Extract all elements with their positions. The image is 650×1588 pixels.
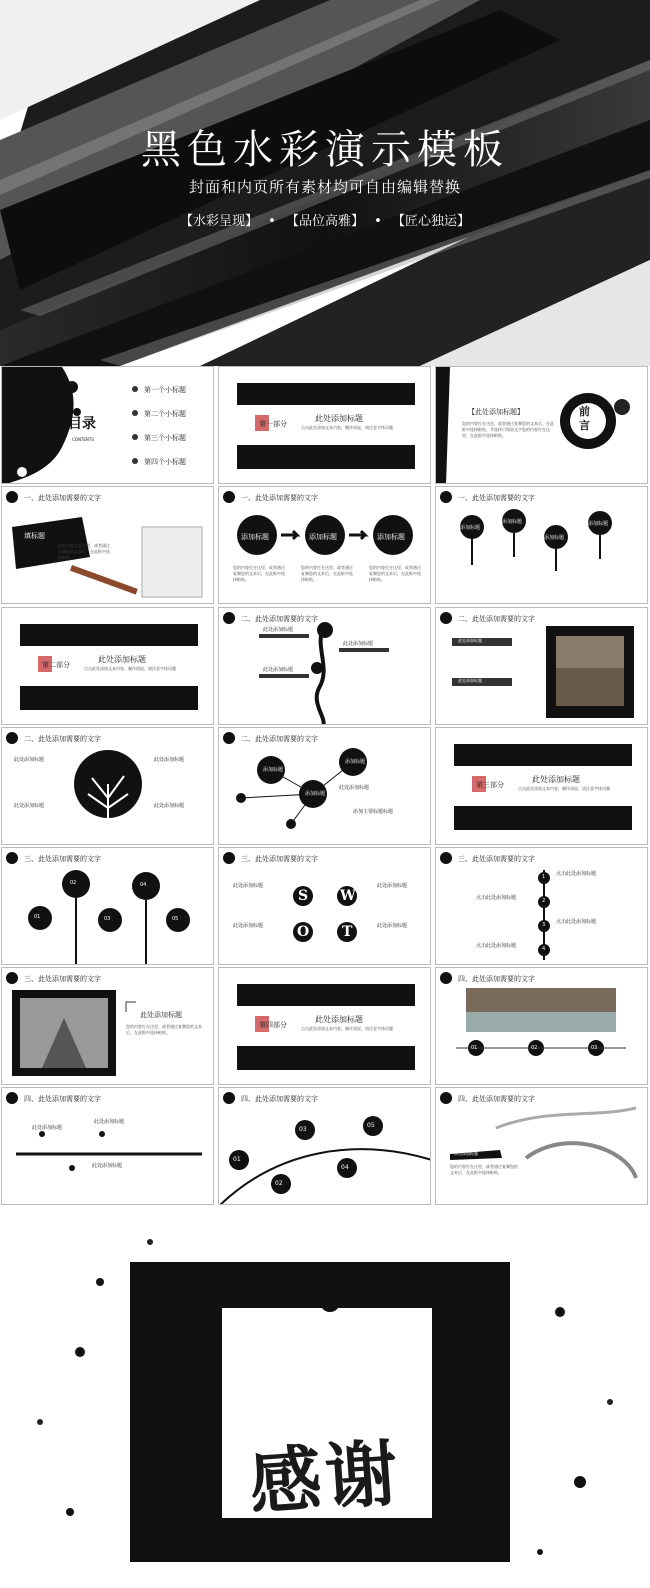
slide-header: 三、此处添加需要的文字 xyxy=(458,855,535,863)
blot-label: 添加标题 xyxy=(241,533,269,541)
blot-label: 添加标题 xyxy=(377,533,405,541)
slide-s3b[interactable] xyxy=(218,847,431,965)
cover-tags xyxy=(0,210,650,229)
slide-body: 您的内容打在这里，或者通过复制您的文本后，在此框中选择粘贴。 xyxy=(126,1024,202,1035)
section-desc: 点击此处添加文本内容，制作请说，请注意字体问题 xyxy=(518,786,610,791)
swot-blots xyxy=(219,848,431,965)
slide-s2d[interactable] xyxy=(218,727,431,845)
ink-frame-photo xyxy=(436,968,648,1085)
ink-network-decoration xyxy=(219,728,431,845)
ink-stem-decoration xyxy=(436,487,648,604)
timeline-number: 3 xyxy=(542,922,546,928)
tag-separator: • xyxy=(268,214,276,229)
section-part: 第四部分 xyxy=(259,1021,287,1029)
slide-s4b[interactable] xyxy=(1,1087,214,1205)
cover-tag: 【水彩呈现】 xyxy=(180,214,259,229)
toc-item: 第一个小标题 xyxy=(144,386,186,394)
node-number: 03 xyxy=(104,916,111,922)
slide-heading: 此处添加标题 xyxy=(140,1011,182,1019)
item-label: 此处添加标题 xyxy=(458,638,482,643)
timeline-number: 1 xyxy=(542,874,546,880)
slide-s4d[interactable] xyxy=(435,1087,648,1205)
item-label: 单击添加标题 xyxy=(454,1151,478,1156)
node-number: 02 xyxy=(275,1180,283,1187)
timeline-label: 点击此处添加标题 xyxy=(556,871,597,877)
slide-s1c[interactable] xyxy=(435,486,648,604)
slide-s2a[interactable] xyxy=(218,607,431,725)
item-label: 此处添加标题 xyxy=(154,803,185,809)
slide-s4a[interactable] xyxy=(435,967,648,1085)
slide-s3d[interactable] xyxy=(1,967,214,1085)
blot-label: 添加标题 xyxy=(309,533,337,541)
section-title: 此处添加标题 xyxy=(532,775,580,784)
ink-frame-photo xyxy=(436,608,648,725)
swot-label: 此处添加标题 xyxy=(377,883,408,889)
slide-section3[interactable] xyxy=(435,727,648,845)
cover-subtitle: 封面和内页所有素材均可自由编辑替换 xyxy=(188,178,461,196)
item-label: 此处添加标题 xyxy=(263,667,294,673)
preface-body: 您的内容打在这里，或者通过复制您的文本后，在此框中选择粘贴，并选择只保留文字您的内容打在这里，在此框中选择粘贴。 xyxy=(462,421,554,438)
item-label: 此处添加标题 xyxy=(94,1119,125,1125)
slide-body: 您的内容打在这里，或者通过复制您的文本后，在此框中选择粘贴。 xyxy=(301,565,353,582)
slide-section4[interactable] xyxy=(218,967,431,1085)
slide-toc[interactable] xyxy=(1,366,214,484)
item-label: 此处添加标题 xyxy=(14,757,45,763)
node-number: 02 xyxy=(70,880,77,886)
timeline-number: 2 xyxy=(542,898,546,904)
node-label: 添加标题 xyxy=(305,791,326,797)
slide-section1[interactable] xyxy=(218,366,431,484)
preface-heading: 【此处添加标题】 xyxy=(468,408,524,416)
section-desc: 点击此处添加文本内容，制作请说，请注意字体问题 xyxy=(84,666,176,671)
section-part: 第一部分 xyxy=(259,420,287,428)
item-label: 此处添加标题 xyxy=(92,1163,123,1169)
slide-header: 四、此处添加需要的文字 xyxy=(458,975,535,983)
node-number: 01 xyxy=(34,914,41,920)
slide-header: 一、此处添加需要的文字 xyxy=(458,494,535,502)
blot-label: 添加标题 xyxy=(544,535,565,541)
slide-s1a[interactable] xyxy=(1,486,214,604)
slide-s4c[interactable] xyxy=(218,1087,431,1205)
slide-header: 三、此处添加需要的文字 xyxy=(241,855,318,863)
ink-arc-decoration xyxy=(219,1088,431,1205)
thanks-text: 感谢 xyxy=(246,1429,405,1526)
slide-header: 二、此处添加需要的文字 xyxy=(241,615,318,623)
section-title: 此处添加标题 xyxy=(98,655,146,664)
slide-header: 一、此处添加需要的文字 xyxy=(24,494,101,502)
toc-item: 第四个小标题 xyxy=(144,458,186,466)
section-title: 此处添加标题 xyxy=(315,1015,363,1024)
node-label: 添加标题 xyxy=(263,767,284,773)
item-label: 此处添加标题 xyxy=(154,757,185,763)
slide-s3a[interactable] xyxy=(1,847,214,965)
blot-label: 添加标题 xyxy=(588,521,609,527)
toc-subtitle: CONTENTS xyxy=(72,437,94,442)
swot-letter: T xyxy=(342,924,353,940)
slide-header: 二、此处添加需要的文字 xyxy=(458,615,535,623)
timeline-label: 点击此处添加标题 xyxy=(476,895,517,901)
swot-label: 此处添加标题 xyxy=(377,923,408,929)
node-number: 01 xyxy=(233,1156,241,1163)
slide-section2[interactable] xyxy=(1,607,214,725)
item-label: 此处添加标题 xyxy=(263,627,294,633)
slide-thumbnail-grid xyxy=(0,366,650,1222)
section-part: 第三部分 xyxy=(476,781,504,789)
slide-header: 四、此处添加需要的文字 xyxy=(458,1095,535,1103)
ink-stem-decoration xyxy=(2,848,214,965)
slide-body: 您的内容打在这里，或者通过复制您的文本后，在此框中选择粘贴。 xyxy=(233,565,285,582)
ink-line-decoration xyxy=(2,1088,214,1205)
cover-tag: 【匠心独运】 xyxy=(391,214,470,229)
swot-label: 此处添加标题 xyxy=(233,923,264,929)
slide-header: 一、此处添加需要的文字 xyxy=(241,494,318,502)
cover-slide xyxy=(0,0,650,366)
item-label: 此处添加标题 xyxy=(343,641,374,647)
section-desc: 点击此处添加文本内容，制作请说，请注意字体问题 xyxy=(301,425,393,430)
slide-s1b[interactable] xyxy=(218,486,431,604)
slide-header: 三、此处添加需要的文字 xyxy=(24,975,101,983)
item-label: 此处添加标题 xyxy=(14,803,45,809)
node-number: 05 xyxy=(172,916,179,922)
node-label: 此处添加标题 xyxy=(339,785,370,791)
node-number: 04 xyxy=(140,882,147,888)
toc-item: 第三个小标题 xyxy=(144,434,186,442)
section-title: 此处添加标题 xyxy=(315,414,363,423)
node-number: 03 xyxy=(299,1126,307,1133)
swot-letter: O xyxy=(297,924,310,940)
swot-letter: W xyxy=(340,888,356,904)
item-label: 此处添加标题 xyxy=(458,678,482,683)
node-label: 添加主要标题标题 xyxy=(353,809,394,815)
cover-title: 黑色水彩演示模板 xyxy=(141,127,509,173)
timeline-label: 点击此处添加标题 xyxy=(556,919,597,925)
slide-header: 四、此处添加需要的文字 xyxy=(241,1095,318,1103)
node-number: 04 xyxy=(341,1164,349,1171)
node-number: 05 xyxy=(367,1122,375,1129)
section-desc: 点击此处添加文本内容，制作请说，请注意字体问题 xyxy=(301,1026,393,1031)
blot-label: 添加标题 xyxy=(502,519,523,525)
swot-label: 此处添加标题 xyxy=(233,883,264,889)
node-number: 02 xyxy=(531,1045,538,1051)
slide-body: 您的内容打在这里，或者通过复制您的文本后，在此框中选择粘贴。 xyxy=(58,543,110,560)
toc-title: 目录 xyxy=(68,416,96,432)
slide-s2b[interactable] xyxy=(435,607,648,725)
blot-label: 添加标题 xyxy=(460,525,481,531)
preface-title: 前言 xyxy=(579,405,590,432)
tag-separator: • xyxy=(374,214,382,229)
node-label: 添加标题 xyxy=(345,759,366,765)
slide-s2c[interactable] xyxy=(1,727,214,845)
ink-tree-decoration xyxy=(2,728,214,845)
slide-s3c[interactable] xyxy=(435,847,648,965)
timeline-label: 点击此处添加标题 xyxy=(476,943,517,949)
slide-header: 二、此处添加需要的文字 xyxy=(241,735,318,743)
item-label: 此处添加标题 xyxy=(32,1125,63,1131)
toc-item: 第二个小标题 xyxy=(144,410,186,418)
ink-blot-row xyxy=(219,487,431,604)
ink-flower-decoration xyxy=(219,608,431,725)
section-part: 第二部分 xyxy=(42,661,70,669)
swot-letter: S xyxy=(298,888,309,904)
ink-swirl-decoration xyxy=(436,1088,648,1205)
cover-tag: 【品位高雅】 xyxy=(285,214,364,229)
node-number: 01 xyxy=(471,1045,478,1051)
slide-header: 四、此处添加需要的文字 xyxy=(24,1095,101,1103)
slide-header: 三、此处添加需要的文字 xyxy=(24,855,101,863)
slide-body: 您的内容打在这里，或者通过复制您的文本后，在此框中选择粘贴。 xyxy=(369,565,421,582)
node-number: 03 xyxy=(591,1045,598,1051)
slide-header: 二、此处添加需要的文字 xyxy=(24,735,101,743)
slide-body: 您的内容打在这里，或者通过复制您的文本后，在此框中选择粘贴。 xyxy=(450,1164,518,1175)
slide-badge: 填标题 xyxy=(24,532,45,540)
timeline-number: 4 xyxy=(542,946,546,952)
slide-preface[interactable] xyxy=(435,366,648,484)
